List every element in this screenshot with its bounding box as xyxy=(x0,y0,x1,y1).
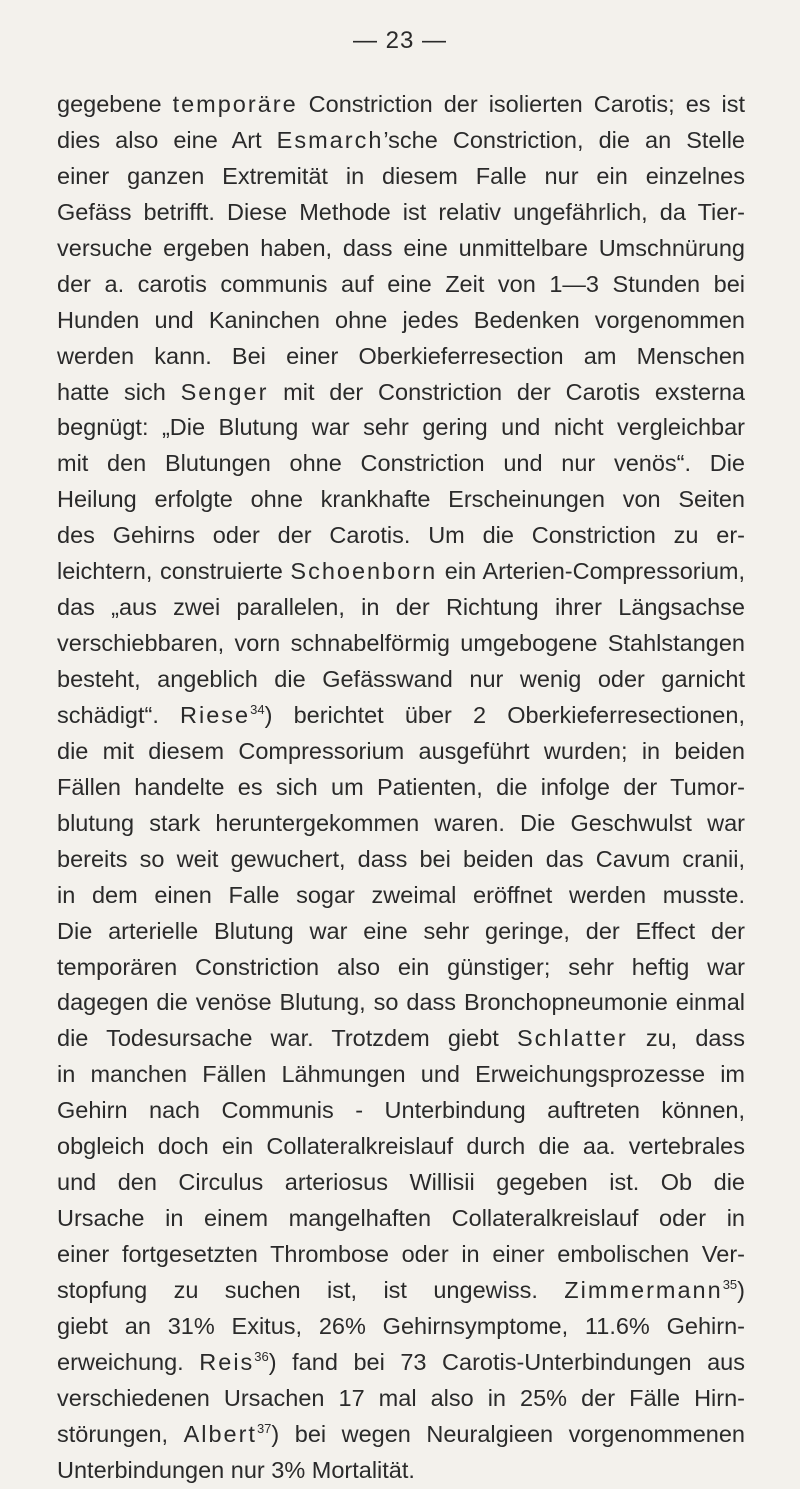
author-name: Schoenborn xyxy=(290,558,438,585)
page-number: — 23 — xyxy=(352,27,448,54)
text-line: temporären Constriction also ein günstiger; sehr heftig war xyxy=(57,953,745,980)
text-line: des Gehirns oder der Carotis. Um die Constriction zu er- xyxy=(57,522,745,549)
footnote-ref: 34 xyxy=(250,701,265,717)
text-line: Heilung erfolgte ohne krankhafte Erscheinungen von Seiten xyxy=(57,486,745,513)
footnote-ref: 37 xyxy=(256,1420,272,1436)
text-line: einer ganzen Extremität in diesem Falle nur ein einzelnes xyxy=(57,162,745,189)
text-line: und den Circulus arteriosus Willisii gegeben ist. Ob die xyxy=(57,1169,745,1196)
text-line: Gehirn nach Communis - Unterbindung auftreten können, xyxy=(57,1097,745,1124)
text-line: die mit diesem Compressorium ausgeführt wurden; in beiden xyxy=(57,737,745,764)
text-line: Unterbindungen nur 3% Mortalität. xyxy=(57,1456,415,1483)
text-line: die Todesursache war. Trotzdem giebt Schlatter zu, dass xyxy=(57,1025,745,1052)
text-line: bereits so weit gewuchert, dass bei beiden das Cavum cranii, xyxy=(57,845,745,872)
text-line: in manchen Fällen Lähmungen und Erweichungsprozesse im xyxy=(57,1061,745,1088)
text-line: leichtern, construierte Schoenborn ein Arterien-Compressorium, xyxy=(57,558,745,585)
text-line: Fällen handelte es sich um Patienten, die infolge der Tumor- xyxy=(57,773,745,800)
footnote-ref: 36 xyxy=(254,1348,269,1364)
author-name: Esmarch xyxy=(276,126,384,153)
body-text xyxy=(57,87,745,1489)
text-line: Die arterielle Blutung war eine sehr geringe, der Effect der xyxy=(57,917,745,944)
text-line: begnügt: „Die Blutung war sehr gering und nicht vergleichbar xyxy=(57,414,745,441)
text-line: dies also eine Art Esmarch’sche Constriction, die an Stelle xyxy=(57,126,745,153)
author-name: Reis xyxy=(199,1348,255,1375)
text-line: obgleich doch ein Collateralkreislauf durch die aa. vertebrales xyxy=(57,1133,745,1160)
text-line: verschiedenen Ursachen 17 mal also in 25% der Fälle Hirn- xyxy=(57,1384,745,1411)
text-line: dagegen die venöse Blutung, so dass Bronchopneumonie einmal xyxy=(57,989,745,1016)
author-name: Schlatter xyxy=(516,1025,628,1052)
text-line: blutung stark heruntergekommen waren. Die Geschwulst war xyxy=(57,809,745,836)
author-name: Riese xyxy=(180,701,251,728)
text-line: mit den Blutungen ohne Constriction und nur venös“. Die xyxy=(57,450,745,477)
author-name: Zimmermann xyxy=(564,1276,723,1303)
author-name: Albert xyxy=(183,1420,257,1447)
text-line: schädigt“. Riese$^{34}$) berichtet über 2 Oberkieferresectionen, xyxy=(57,701,745,728)
text-line: Gefäss betrifft. Diese Methode ist relativ ungefährlich, da Tier- xyxy=(57,198,745,225)
text-line: stopfung zu suchen ist, ist ungewiss. Zimmermann$^{35}$) xyxy=(57,1276,745,1303)
text-line: der a. carotis communis auf eine Zeit von 1—3 Stunden bei xyxy=(57,270,745,297)
text-line: einer fortgesetzten Thrombose oder in einer embolischen Ver- xyxy=(57,1241,745,1267)
text-line: erweichung. Reis$^{36}$) fand bei 73 Carotis-Unterbindungen aus xyxy=(57,1348,745,1375)
text-line: das „aus zwei parallelen, in der Richtung ihrer Längsachse xyxy=(57,594,745,621)
text-line: giebt an 31% Exitus, 26% Gehirnsymptome, 11.6% Gehirn- xyxy=(57,1312,745,1339)
footnote-ref: 35 xyxy=(722,1276,738,1292)
text-line: in dem einen Falle sogar zweimal eröffnet werden musste. xyxy=(57,881,745,908)
text-line: versuche ergeben haben, dass eine unmittelbare Umschnürung xyxy=(57,234,745,261)
text-line: werden kann. Bei einer Oberkieferresection am Menschen xyxy=(57,342,745,369)
text-line: gegebene temporäre Constriction der isolierten Carotis; es ist xyxy=(57,91,746,117)
text-line: hatte sich Senger mit der Constriction der Carotis exsterna xyxy=(57,378,745,405)
emphasized-term: temporäre xyxy=(172,91,298,117)
text-line: störungen, Albert$^{37}$) bei wegen Neuralgieen vorgenommenen xyxy=(57,1420,745,1447)
author-name: Senger xyxy=(180,378,269,405)
text-line: Ursache in einem mangelhaften Collateralkreislauf oder in xyxy=(57,1205,745,1232)
text-line: Hunden und Kaninchen ohne jedes Bedenken vorgenommen xyxy=(57,306,745,333)
text-line: verschiebbaren, vorn schnabelförmig umgebogene Stahlstangen xyxy=(57,630,745,657)
text-line: besteht, angeblich die Gefässwand nur wenig oder garnicht xyxy=(57,666,745,692)
